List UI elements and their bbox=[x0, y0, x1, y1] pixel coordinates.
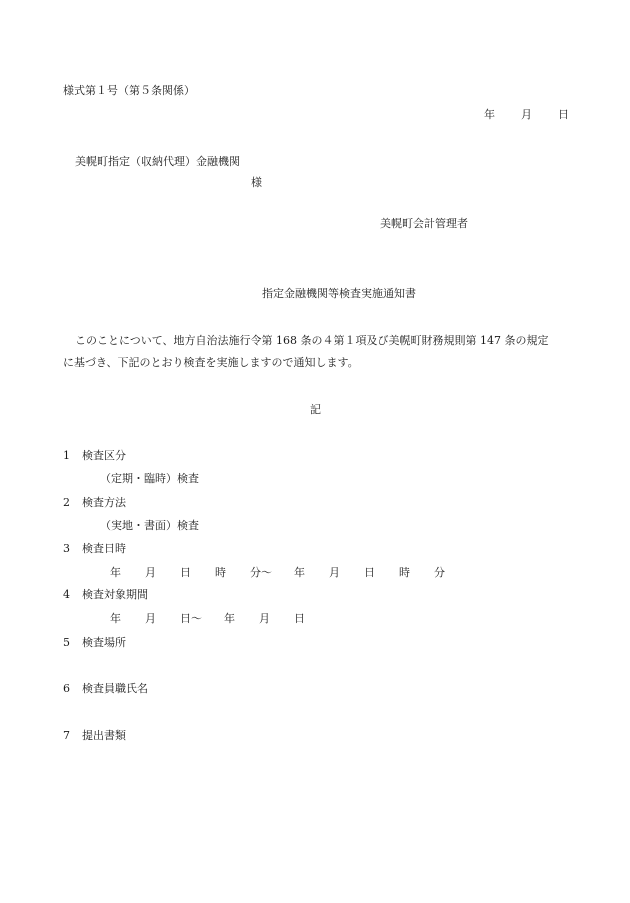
item-3 bbox=[63, 542, 126, 556]
date-unit: 日～ bbox=[180, 612, 202, 625]
date-unit: 年 bbox=[110, 566, 121, 579]
date-year: 年 bbox=[484, 108, 495, 121]
item-label: 検査場所 bbox=[82, 636, 126, 649]
item-5 bbox=[63, 636, 126, 650]
item-number: 6 bbox=[63, 682, 70, 695]
body-line-2: に基づき、下記のとおり検査を実施しますので通知します。 bbox=[63, 356, 359, 369]
item-number: 1 bbox=[63, 449, 70, 462]
date-unit: 時 bbox=[399, 566, 410, 579]
item-number: 5 bbox=[63, 636, 70, 649]
date-unit: 年 bbox=[294, 566, 305, 579]
date-unit: 月 bbox=[329, 566, 340, 579]
date-unit: 日 bbox=[180, 566, 191, 579]
date-day: 日 bbox=[558, 108, 569, 121]
ki-heading: 記 bbox=[310, 403, 321, 416]
sender: 美幌町会計管理者 bbox=[380, 217, 468, 230]
item-1-detail: （定期・臨時）検査 bbox=[100, 472, 199, 485]
date-unit: 月 bbox=[145, 566, 156, 579]
item-label: 検査区分 bbox=[82, 449, 126, 462]
item-number: 7 bbox=[63, 729, 70, 742]
item-label: 検査方法 bbox=[82, 496, 126, 509]
item-4 bbox=[63, 588, 148, 602]
item-label: 検査日時 bbox=[82, 542, 126, 555]
item-3-detail bbox=[110, 566, 445, 580]
date-unit: 日 bbox=[294, 612, 305, 625]
date-unit: 年 bbox=[110, 612, 121, 625]
date-unit: 分 bbox=[434, 566, 445, 579]
form-number: 様式第１号（第５条関係） bbox=[63, 84, 195, 97]
date-month: 月 bbox=[521, 108, 532, 121]
item-number: 4 bbox=[63, 588, 70, 601]
item-6 bbox=[63, 682, 148, 696]
item-label: 提出書類 bbox=[82, 729, 126, 742]
item-number: 3 bbox=[63, 542, 70, 555]
date-unit: 時 bbox=[215, 566, 226, 579]
item-label: 検査員職氏名 bbox=[82, 682, 148, 695]
item-number: 2 bbox=[63, 496, 70, 509]
item-1 bbox=[63, 449, 126, 463]
date-unit: 月 bbox=[145, 612, 156, 625]
date-unit: 年 bbox=[224, 612, 235, 625]
item-2 bbox=[63, 496, 126, 510]
recipient-honorific: 様 bbox=[251, 176, 262, 189]
document-title: 指定金融機関等検査実施通知書 bbox=[262, 287, 416, 300]
body-line-1: このことについて、地方自治法施行令第 168 条の４第１項及び美幌町財務規則第 147 条の規定 bbox=[75, 334, 549, 347]
date-line bbox=[484, 108, 569, 122]
item-7 bbox=[63, 729, 126, 743]
item-2-detail: （実地・書面）検査 bbox=[100, 519, 199, 532]
item-label: 検査対象期間 bbox=[82, 588, 148, 601]
date-unit: 月 bbox=[259, 612, 270, 625]
item-4-detail bbox=[110, 612, 305, 626]
recipient-institution: 美幌町指定（収納代理）金融機関 bbox=[75, 155, 240, 168]
date-unit: 分～ bbox=[250, 566, 272, 579]
date-unit: 日 bbox=[364, 566, 375, 579]
